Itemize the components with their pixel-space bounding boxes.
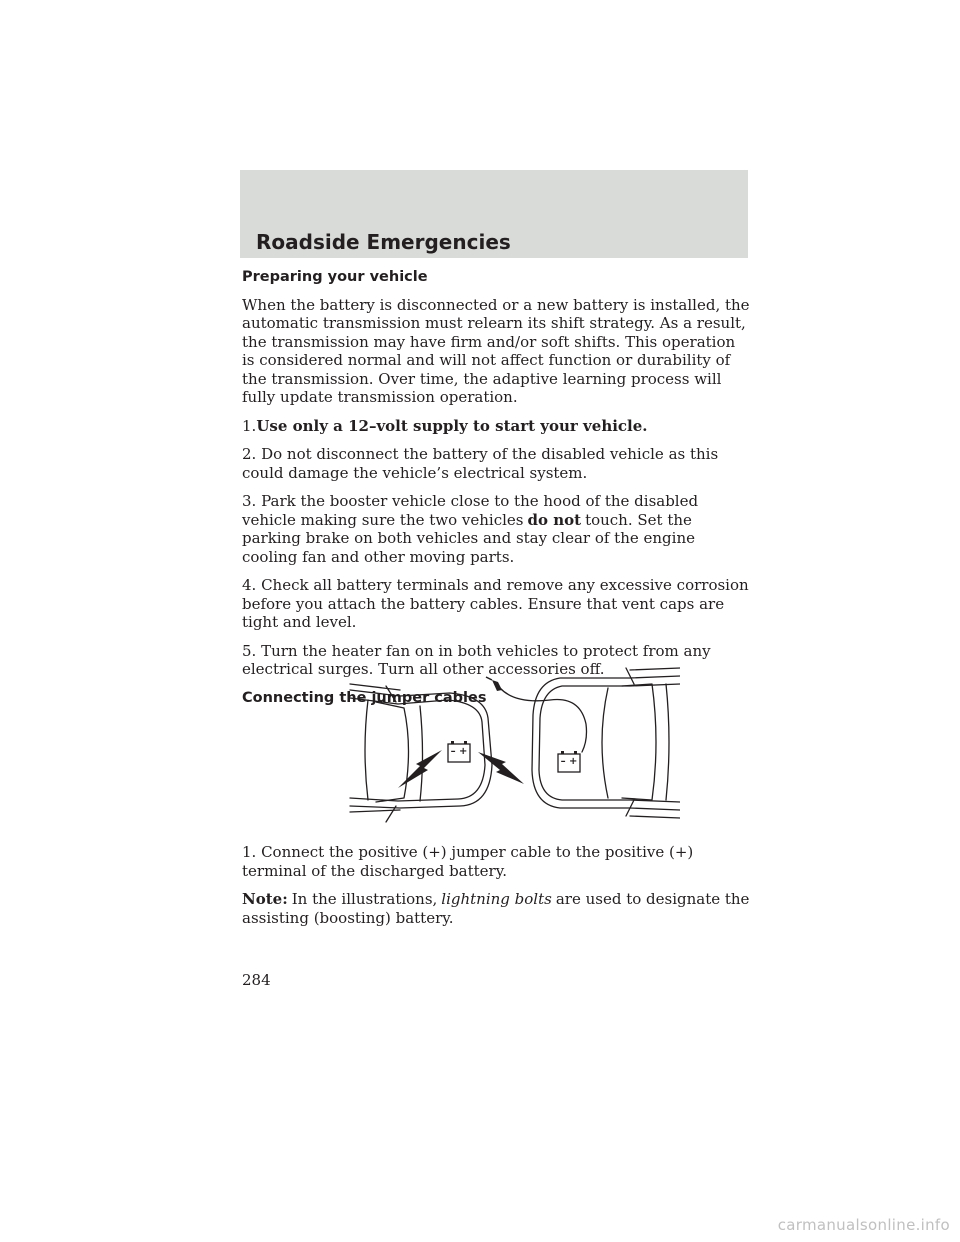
heading-connecting: Connecting the jumper cables (242, 689, 487, 706)
step-3-post: touch. Set the parking brake on both vehicles and stay clear of the engine cooling fan and other moving parts. (242, 510, 695, 566)
note-label: Note: (242, 890, 288, 908)
note-post: are used to designate the assisting (boosting) battery. (242, 890, 750, 927)
jumper-cable-illustration (340, 660, 680, 830)
section-title: Roadside Emergencies (256, 230, 511, 254)
discharged-battery (448, 741, 470, 762)
watermark: carmanualsonline.info (777, 1216, 950, 1234)
cable-clamp (492, 680, 502, 691)
step-1 (242, 417, 752, 436)
note-pre: In the illustrations, (291, 890, 438, 908)
section-header (240, 170, 748, 258)
note (242, 890, 752, 927)
step-4: 4. Check all battery terminals and remove any excessive corrosion before you attach the battery cables. Ensure that vent caps are tight and level. (242, 576, 749, 631)
booster-battery (558, 751, 580, 772)
jumper-cable (500, 688, 587, 752)
heading-preparing: Preparing your vehicle (242, 269, 428, 285)
main-content (242, 268, 752, 716)
step-2: 2. Do not disconnect the battery of the disabled vehicle as this could damage the vehicle’s electrical system. (242, 445, 719, 482)
step-3-pre: 3. Park the booster vehicle close to the hood of the disabled vehicle making sure the two vehicles (242, 492, 699, 529)
intro-paragraph: When the battery is disconnected or a new battery is installed, the automatic transmission must relearn its shift strategy. As a result, the transmission may have firm and/or soft shifts. This operation is considered normal and will not affect function or durability of the transmission. Over time, the adaptive learning process will fully update transmission operation. (242, 295, 750, 406)
battery-right-terminals: – + (560, 756, 578, 767)
step-1-number: 1. (242, 416, 257, 435)
note-italic: lightning bolts (441, 890, 552, 908)
connecting-content (242, 843, 752, 937)
lightning-bolt-icon (398, 750, 442, 788)
step-5: 5. Turn the heater fan on in both vehicles to protect from any electrical surges. Turn all other accessories off. (242, 641, 711, 678)
step-3 (242, 492, 752, 566)
step-3-bold: do not (527, 510, 582, 529)
booster-vehicle (532, 668, 680, 818)
page-number: 284 (242, 971, 271, 989)
connect-step-1: 1. Connect the positive (+) jumper cable to the positive (+) terminal of the discharged battery. (242, 843, 694, 880)
disabled-vehicle (350, 684, 492, 822)
step-1-text: Use only a 12–volt supply to start your vehicle. (256, 416, 648, 435)
battery-left-terminals: – + (450, 746, 468, 757)
